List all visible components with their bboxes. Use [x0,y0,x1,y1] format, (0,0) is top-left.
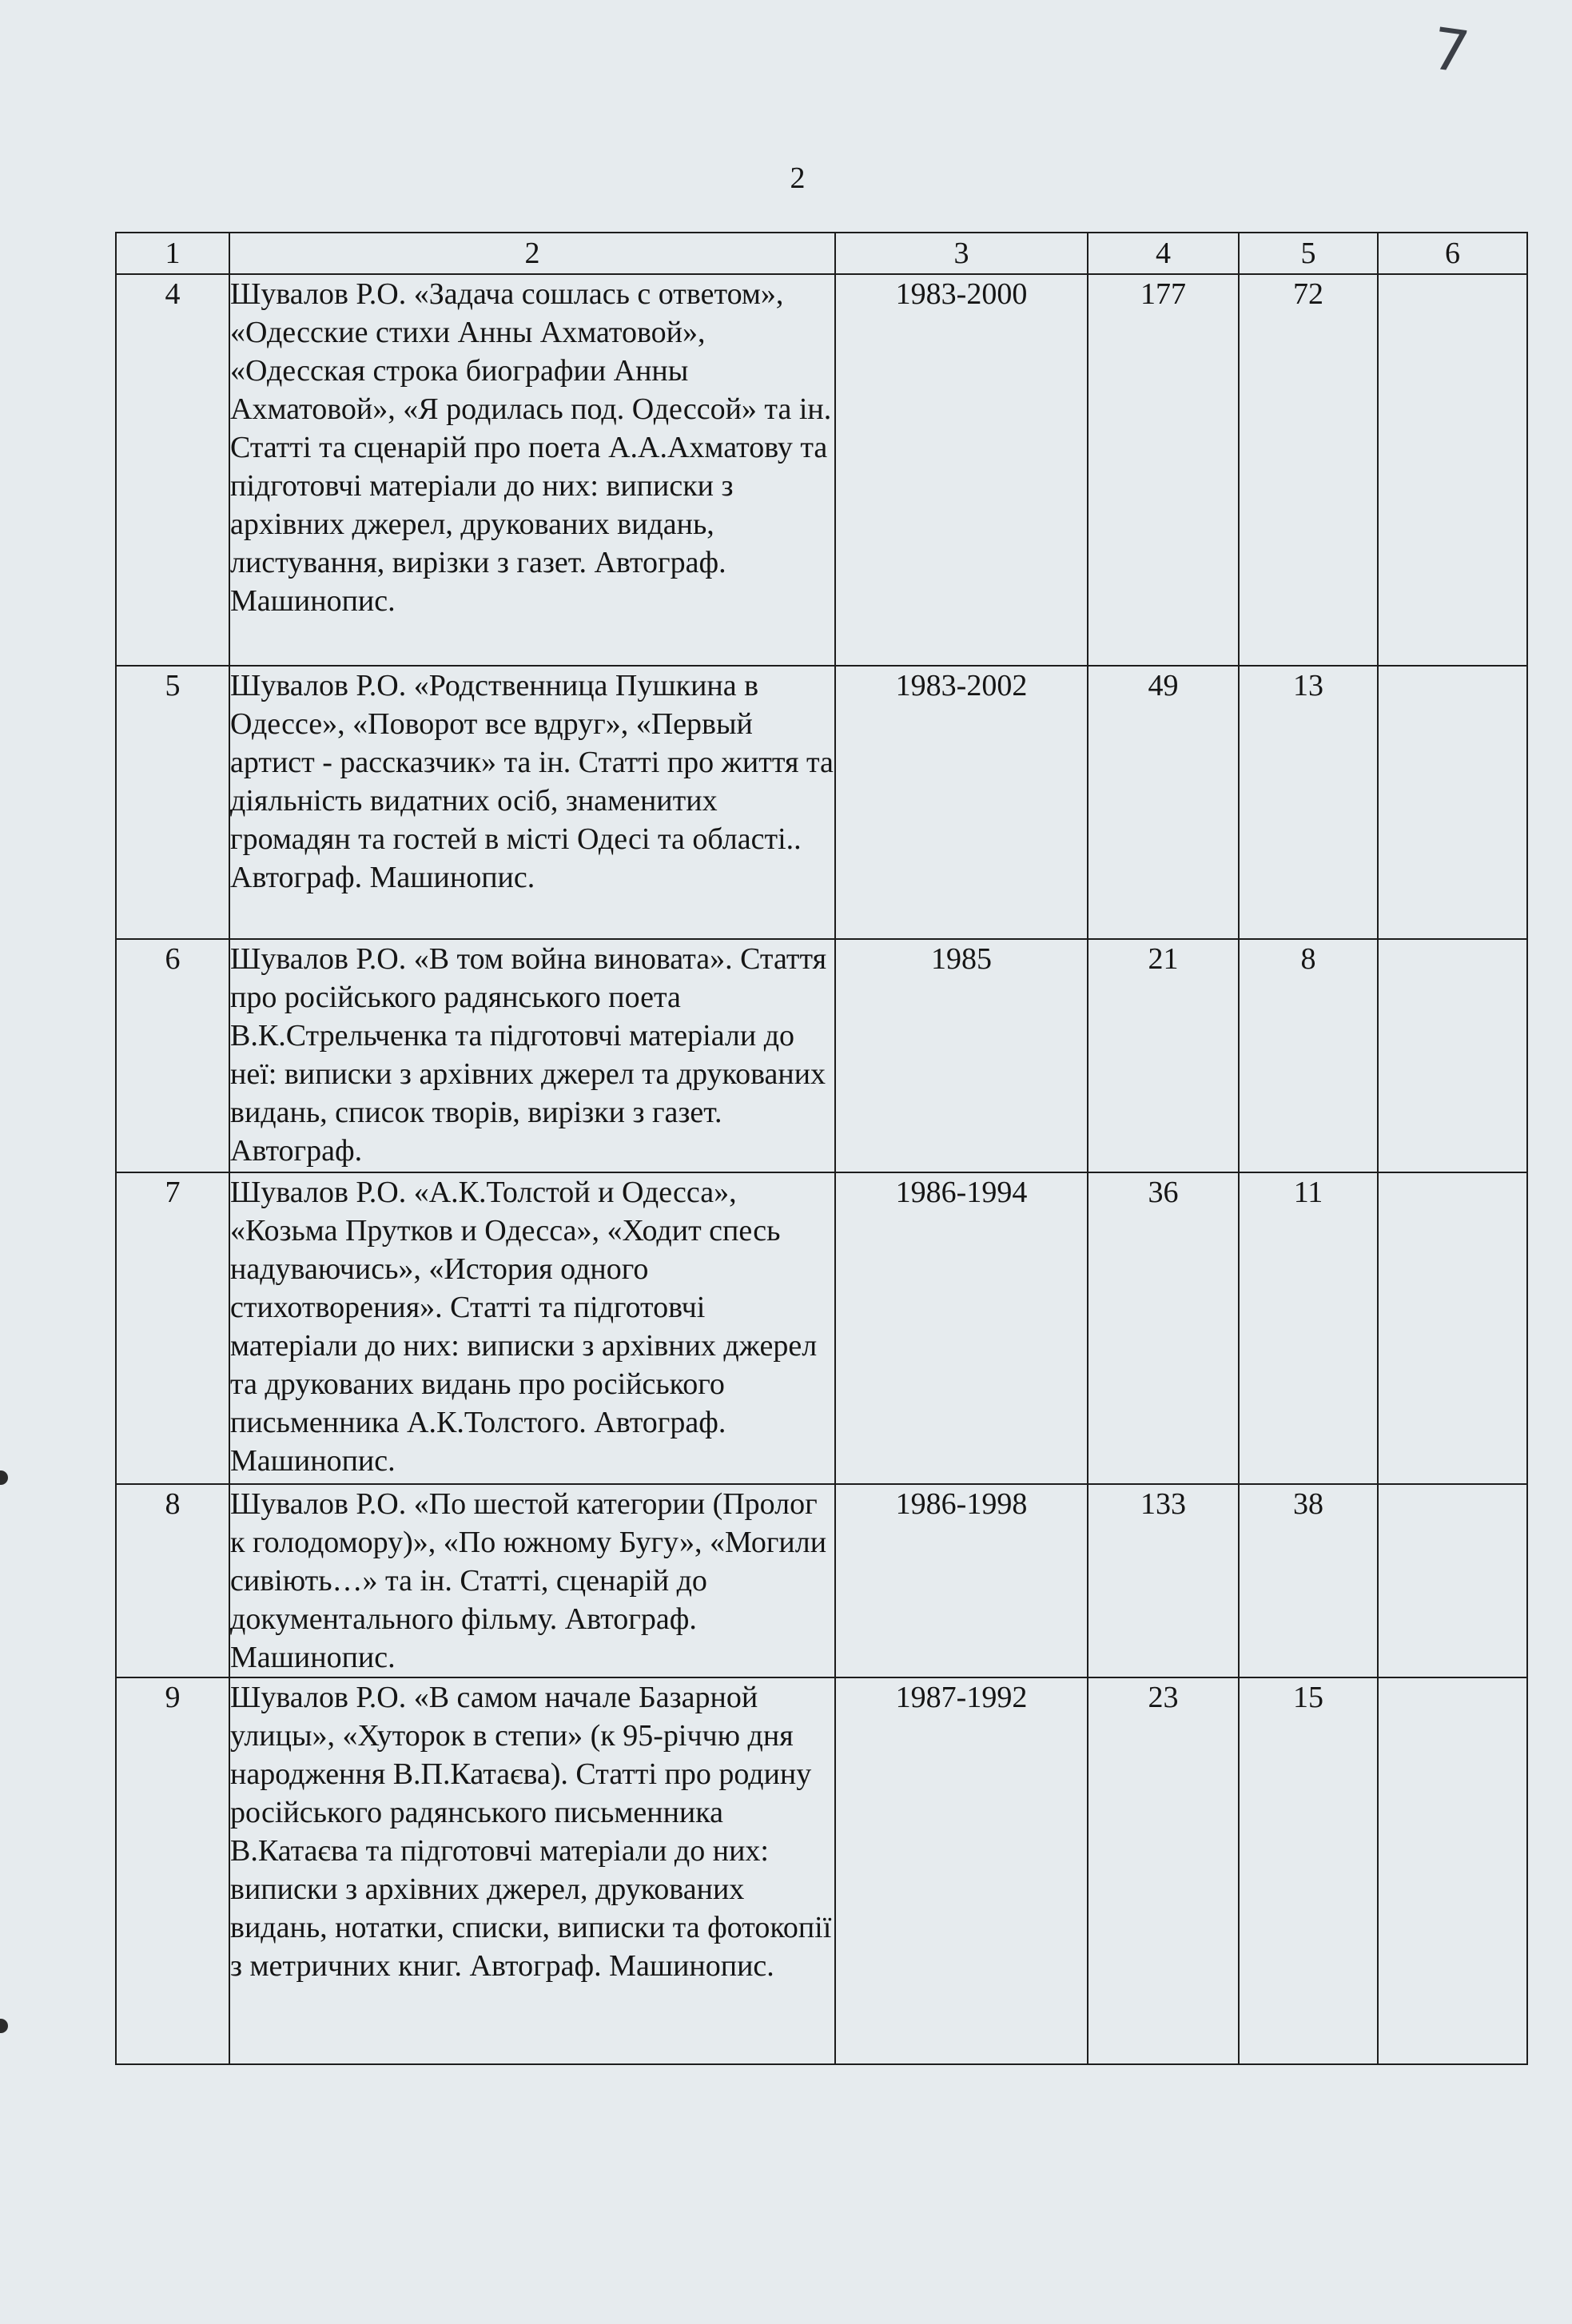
item-copies: 15 [1239,1677,1378,2064]
item-note [1378,666,1527,939]
item-years: 1987-1992 [835,1677,1088,2064]
item-years: 1986-1994 [835,1172,1088,1484]
item-copies: 72 [1239,274,1378,666]
item-description: Шувалов Р.О. «В самом начале Базарной улицы», «Хуторок в степи» (к 95-річчю дня народження В.П.Катаєва). Статті про родину російського радянського письменника В.Катаєва та підготовчі матеріали до них: виписки з архівних джерел, друкованих видань, нотатки, списки, виписки та фотокопії з метричних книг. Автограф. Машинопис. [229,1677,835,2064]
table-row [116,1172,1527,1484]
item-number: 9 [116,1677,229,2064]
handwritten-sheet-number: 7 [1427,14,1474,86]
item-note [1378,1677,1527,2064]
item-description: Шувалов Р.О. «По шестой категории (Пролог к голодомору)», «По южному Бугу», «Могили сивіють…» та ін. Статті, сценарій до документального фільму. Автограф. Машинопис. [229,1484,835,1677]
table-header-row [116,233,1527,274]
item-description: Шувалов Р.О. «А.К.Толстой и Одесса», «Козьма Прутков и Одесса», «Ходит спесь надуваючись», «История одного стихотворения». Статті та підготовчі матеріали до них: виписки з архівних джерел та друкованих видань про російського письменника А.К.Толстого. Автограф. Машинопис. [229,1172,835,1484]
table-row [116,1677,1527,2064]
item-years: 1983-2000 [835,274,1088,666]
item-copies: 13 [1239,666,1378,939]
item-note [1378,274,1527,666]
table-row [116,1484,1527,1677]
item-copies: 8 [1239,939,1378,1172]
item-sheets: 49 [1088,666,1239,939]
item-note [1378,1484,1527,1677]
item-copies: 38 [1239,1484,1378,1677]
column-header: 1 [116,233,229,274]
column-header: 5 [1239,233,1378,274]
item-sheets: 177 [1088,274,1239,666]
item-sheets: 23 [1088,1677,1239,2064]
punch-hole-mark [0,2019,8,2033]
table-row [116,274,1527,666]
item-sheets: 133 [1088,1484,1239,1677]
item-years: 1985 [835,939,1088,1172]
column-header: 4 [1088,233,1239,274]
item-sheets: 36 [1088,1172,1239,1484]
item-sheets: 21 [1088,939,1239,1172]
item-number: 4 [116,274,229,666]
table-row [116,666,1527,939]
item-number: 7 [116,1172,229,1484]
inventory-table [115,232,1528,2065]
page-number: 2 [790,161,806,195]
punch-hole-mark [0,1470,8,1485]
item-note [1378,939,1527,1172]
column-header: 3 [835,233,1088,274]
item-note [1378,1172,1527,1484]
item-description: Шувалов Р.О. «Родственница Пушкина в Одессе», «Поворот все вдруг», «Первый артист - рассказчик» та ін. Статті про життя та діяльність видатних осіб, знаменитих громадян та гостей в місті Одесі та області.. Автограф. Машинопис. [229,666,835,939]
item-number: 5 [116,666,229,939]
item-copies: 11 [1239,1172,1378,1484]
column-header: 6 [1378,233,1527,274]
table-row [116,939,1527,1172]
item-number: 8 [116,1484,229,1677]
column-header: 2 [229,233,835,274]
item-description: Шувалов Р.О. «В том война виновата». Стаття про російського радянського поета В.К.Стрельченка та підготовчі матеріали до неї: виписки з архівних джерел та друкованих видань, список творів, вирізки з газет. Автограф. [229,939,835,1172]
item-number: 6 [116,939,229,1172]
item-description: Шувалов Р.О. «Задача сошлась с ответом», «Одесские стихи Анны Ахматовой», «Одесская строка биографии Анны Ахматовой», «Я родилась под. Одессой» та ін. Статті та сценарій про поета А.А.Ахматову та підготовчі матеріали до них: виписки з архівних джерел, друкованих видань, листування, вирізки з газет. Автограф. Машинопис. [229,274,835,666]
item-years: 1986-1998 [835,1484,1088,1677]
item-years: 1983-2002 [835,666,1088,939]
